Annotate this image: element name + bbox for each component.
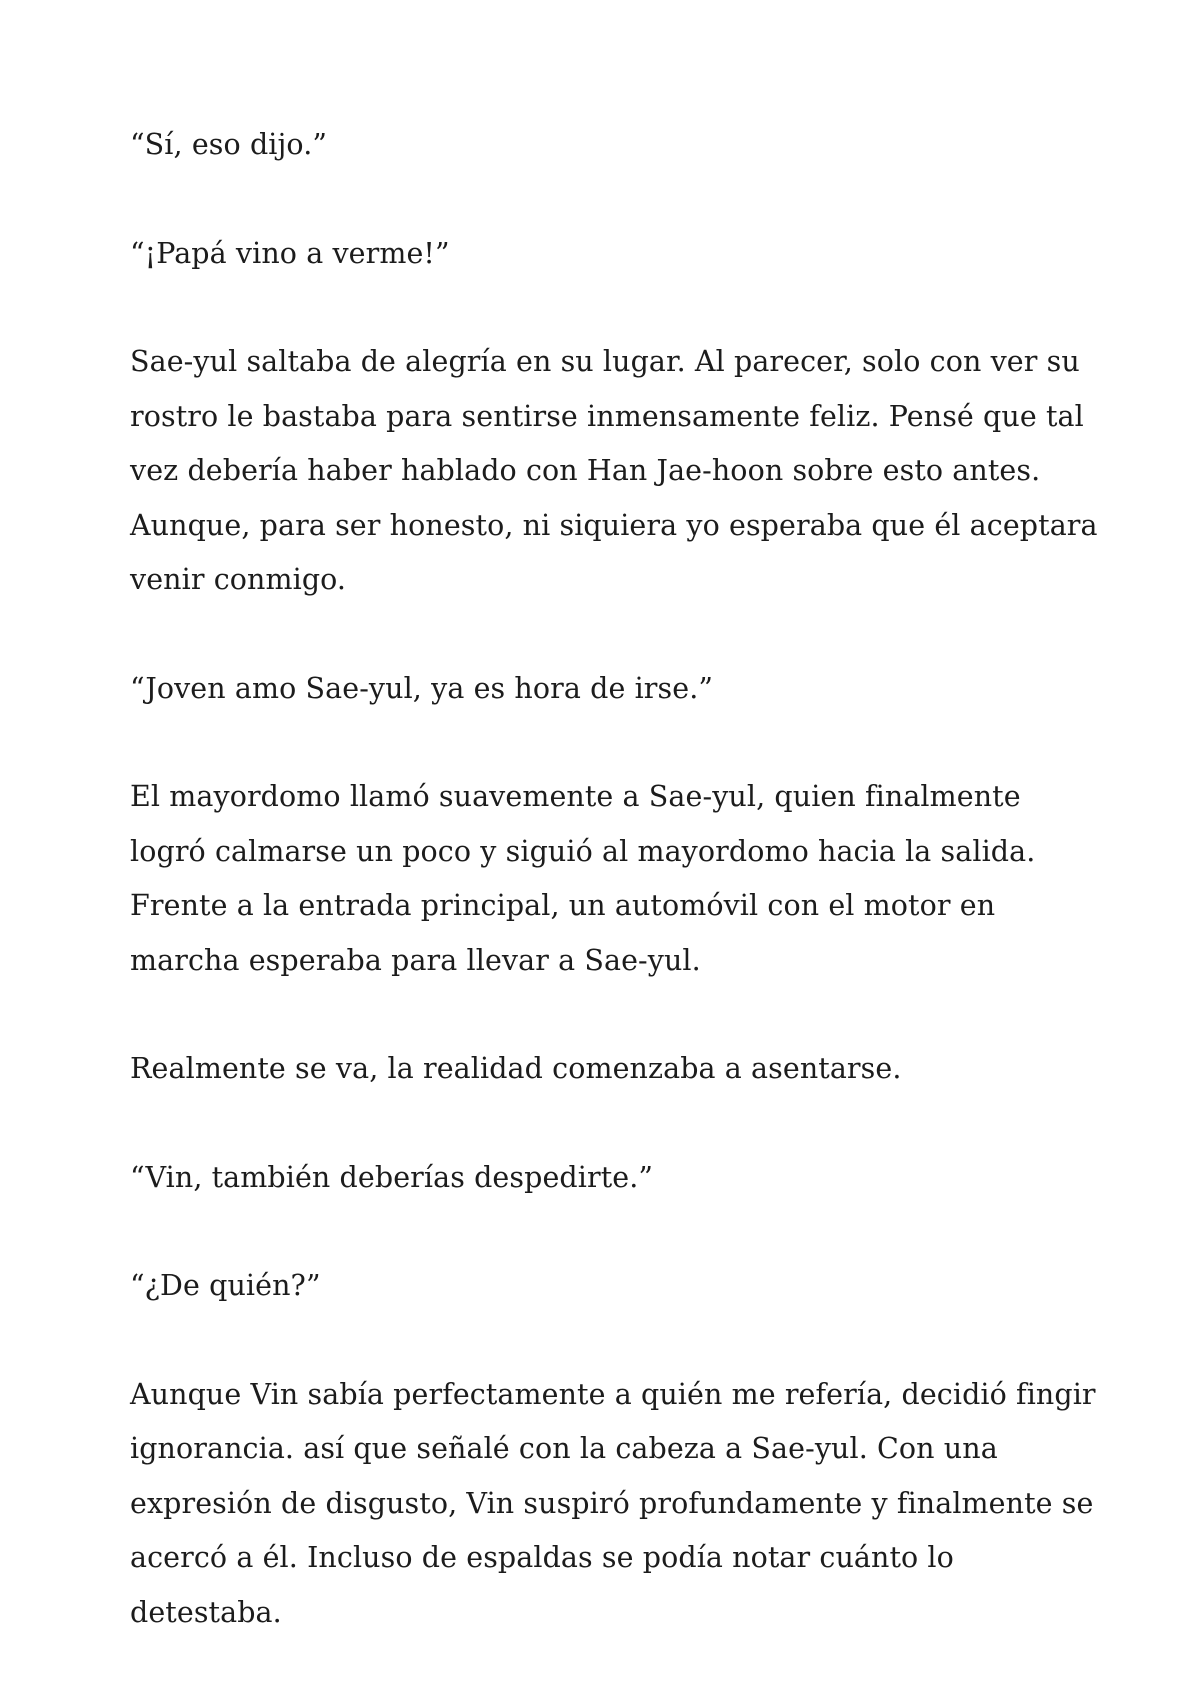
dialogue-line-3: “Joven amo Sae-yul, ya es hora de irse.” (130, 671, 714, 705)
narrative-paragraph-4: Aunque Vin sabía perfectamente a quién me refería, decidió fingir ignorancia. así que señalé con la cabeza a Sae-yul. Con una expresión de disgusto, Vin suspiró profundamente y finalmente se acercó a él. Incluso de espaldas se podía notar cuánto lo detestaba. (130, 1377, 1096, 1629)
dialogue-line-2: “¡Papá vino a verme!” (130, 236, 450, 270)
dialogue-line-4: “Vin, también deberías despedirte.” (130, 1160, 654, 1194)
dialogue-line-5: “¿De quién?” (130, 1269, 321, 1302)
narrative-paragraph-3: Realmente se va, la realidad comenzaba a asentarse. (130, 1052, 902, 1085)
dialogue-line-1: “Sí, eso dijo.” (130, 128, 328, 161)
narrative-paragraph-1: Sae-yul saltaba de alegría en su lugar. Al parecer, solo con ver su rostro le bastaba para sentirse inmensamente feliz. Pensé que tal vez debería haber hablado con Han Jae-hoon sobre esto antes. Aunque, para ser honesto, ni siquiera yo esperaba que él aceptara venir conmigo. (130, 345, 1098, 596)
narrative-paragraph-2: El mayordomo llamó suavemente a Sae-yul, quien finalmente logró calmarse un poco y siguió al mayordomo hacia la salida. Frente a la entrada principal, un automóvil con el motor en marcha esperaba para llevar a Sae-yul. (130, 780, 1036, 977)
